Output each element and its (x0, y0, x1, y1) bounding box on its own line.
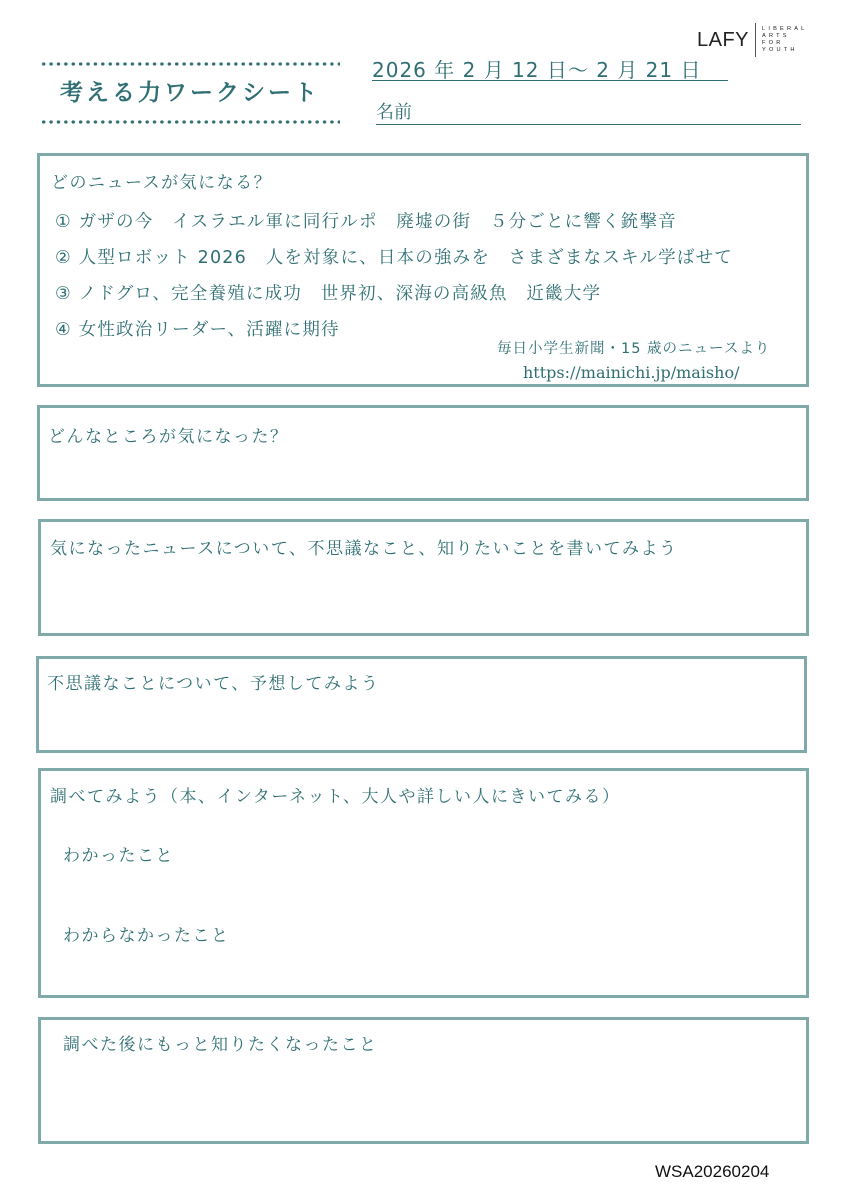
wonder-label: 気になったニュースについて、不思議なこと、知りたいことを書いてみよう (50, 539, 678, 559)
understood-label: わかったこと (63, 846, 174, 866)
lafy-logo (697, 24, 807, 56)
logo-sub-line: FOR (762, 40, 784, 46)
curious-point-box[interactable] (37, 405, 809, 501)
research-label: 調べてみよう（本、インターネット、大人や詳しい人にきいてみる） (50, 787, 621, 807)
curious-point-label: どんなところが気になった？ (48, 427, 289, 447)
news-item[interactable]: ③ ノドグロ、完全養殖に成功 世界初、深海の高級魚 近畿大学 (55, 284, 602, 304)
page-title: 考える力ワークシート (60, 80, 320, 106)
news-item[interactable]: ② 人型ロボット 2026 人を対象に、日本の強みを さまざまなスキル学ばせて (55, 248, 733, 268)
name-label: 名前 (376, 102, 412, 123)
logo-sub-line: LIBERAL (762, 26, 808, 32)
worksheet-code: WSA20260204 (655, 1162, 770, 1181)
title-dots-top (40, 61, 340, 67)
not-understood-label: わからなかったこと (63, 926, 230, 946)
title-dots-bottom (40, 119, 340, 125)
logo-subtitle (762, 26, 807, 54)
after-research-box[interactable] (38, 1017, 809, 1144)
news-item[interactable]: ① ガザの今 イスラエル軍に同行ルポ 廃墟の街 ５分ごとに響く銃撃音 (55, 212, 677, 232)
wonder-box[interactable] (38, 519, 809, 636)
news-source: 毎日小学生新聞・15 歳のニュースより (497, 341, 771, 357)
after-research-label: 調べた後にもっと知りたくなったこと (63, 1035, 378, 1055)
logo-sub-line: ARTS (762, 33, 790, 39)
research-box[interactable] (38, 768, 809, 998)
news-url[interactable]: https://mainichi.jp/maisho/ (523, 363, 740, 382)
date-range: 2026 年 2 月 12 日～ 2 月 21 日 (372, 54, 728, 81)
logo-sub-line: YOUTH (762, 47, 798, 53)
name-field[interactable] (376, 98, 801, 125)
news-choice-box (37, 153, 809, 387)
news-question: どのニュースが気になる？ (51, 173, 273, 193)
logo-word: LAFY (697, 28, 750, 51)
news-item[interactable]: ④ 女性政治リーダー、活躍に期待 (55, 320, 340, 340)
logo-divider (755, 23, 756, 57)
predict-label: 不思議なことについて、予想してみよう (47, 674, 380, 694)
predict-box[interactable] (36, 656, 807, 753)
